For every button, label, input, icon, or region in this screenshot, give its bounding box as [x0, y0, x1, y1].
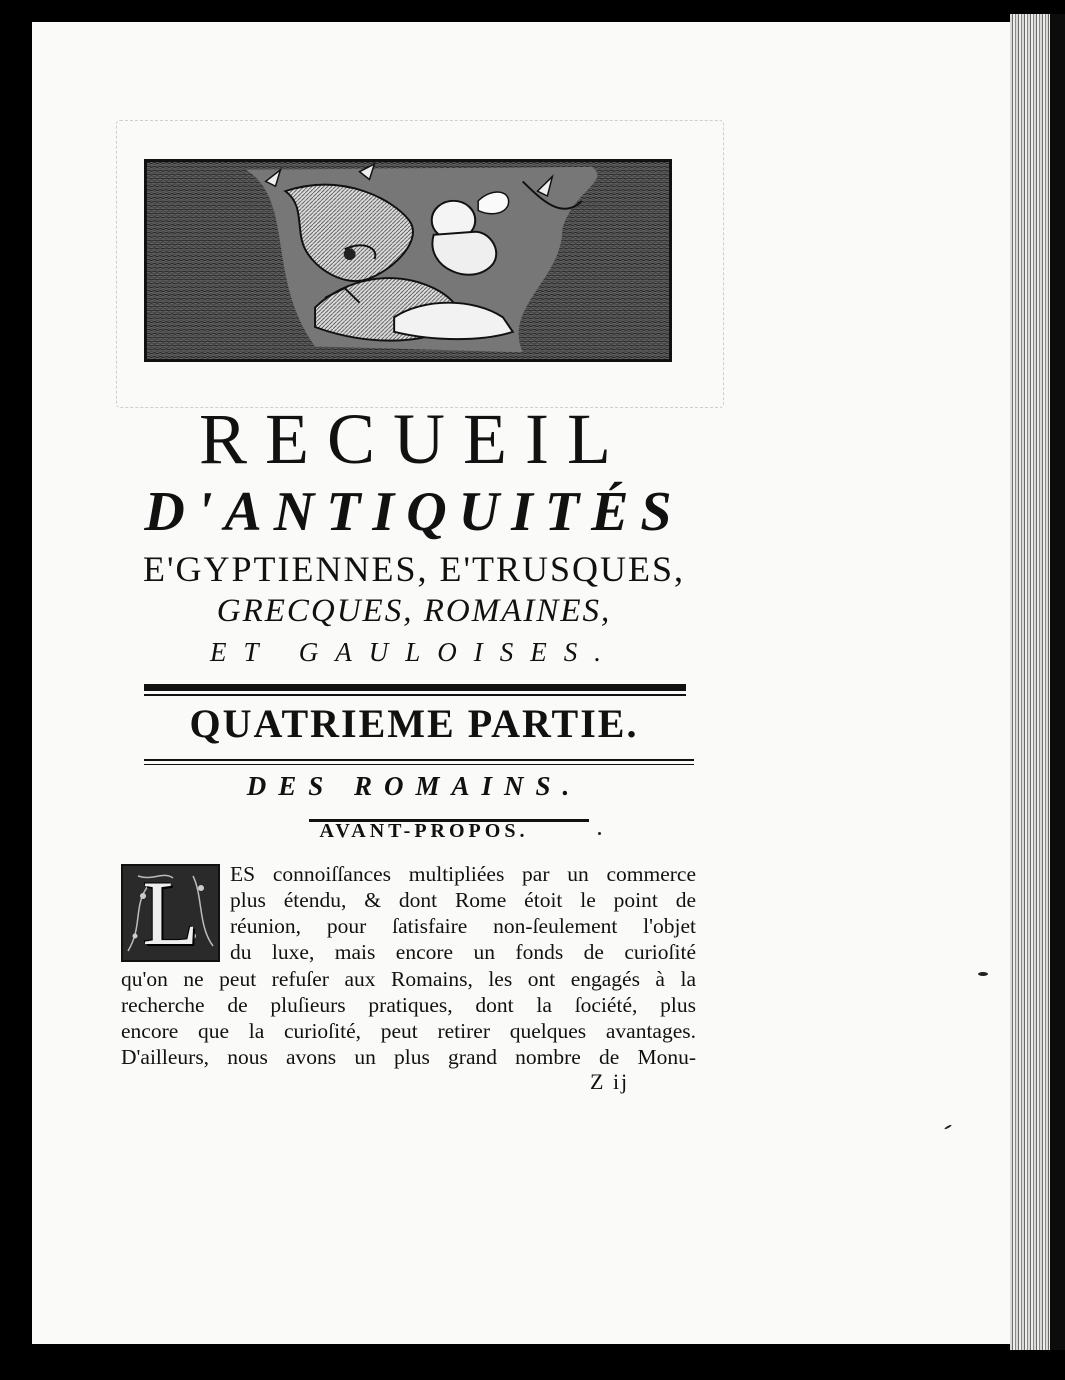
double-rule-thick: [144, 684, 686, 691]
ink-speck: [978, 972, 988, 976]
signature-mark: Z ij: [590, 1069, 630, 1094]
engraved-vignette: [144, 159, 672, 362]
body-line-4: du luxe, mais encore un fonds de curioſité: [230, 940, 696, 964]
body-line-6: recherche de pluſieurs pratiques, dont la ſociété, plus: [121, 993, 696, 1017]
part-title: QUATRIEME PARTIE.: [189, 701, 639, 746]
ink-speck: [598, 832, 601, 835]
subtitle-gauloises: ET GAULOISES.: [209, 637, 618, 667]
ornamental-drop-cap: [121, 864, 220, 962]
body-line-3: réunion, pour ſatisfaire non-ſeulement l'objet: [230, 914, 696, 938]
body-line-7: encore que la curioſité, peut retirer quelques avantages.: [121, 1019, 696, 1043]
avant-propos-heading: AVANT-PROPOS.: [319, 820, 529, 842]
body-line-5: qu'on ne peut refuſer aux Romains, les ont engagés à la: [121, 967, 696, 991]
body-line-8: D'ailleurs, nous avons un plus grand nombre de Monu-: [121, 1045, 696, 1069]
section-rule-upper: [144, 759, 694, 761]
drop-cap-letter: L: [142, 862, 199, 964]
subtitle-grecques-romaines: GRECQUES, ROMAINES,: [216, 593, 612, 629]
section-rule-lower: [144, 764, 694, 765]
title-antiquites: D'ANTIQUITÉS: [144, 481, 684, 543]
double-rule-thin: [144, 694, 686, 696]
section-subject: DES ROMAINS.: [246, 771, 582, 801]
subtitle-egyptiennes-etrusques: E'GYPTIENNES, E'TRUSQUES,: [143, 549, 685, 589]
dolphin-cherub-engraving: [147, 162, 669, 359]
body-line-1: ES connoiſſances multipliées par un commerce: [230, 862, 696, 886]
title-recueil: RECUEIL: [199, 399, 629, 479]
page-stack-shadow: [1050, 14, 1065, 1350]
page-stack-edge: [1010, 14, 1050, 1350]
body-line-2: plus étendu, & dont Rome étoit le point de: [230, 888, 696, 912]
